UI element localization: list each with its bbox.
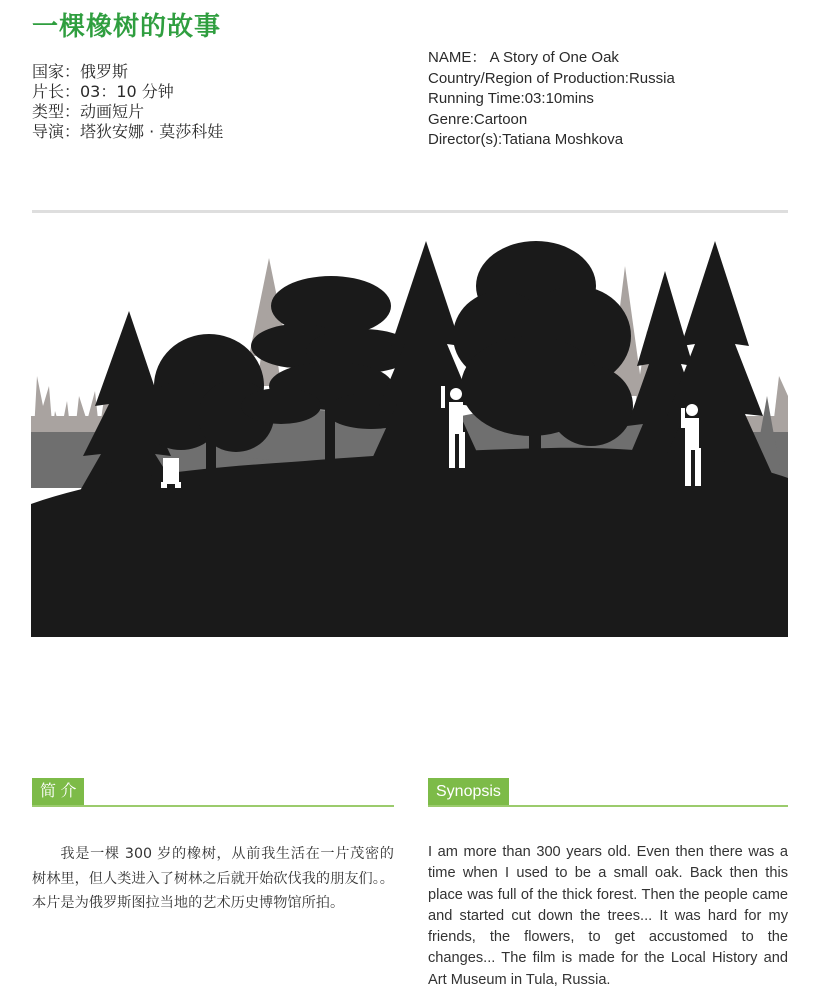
info-name-en: NAME： A Story of One Oak — [428, 49, 619, 66]
forest-illustration — [31, 236, 788, 637]
header-divider — [32, 210, 788, 213]
info-country-en: Country/Region of Production:Russia — [428, 69, 675, 87]
info-english — [428, 48, 675, 151]
synopsis-cn-header — [32, 778, 394, 808]
info-genre-en: Genre:Cartoon — [428, 110, 528, 128]
synopsis-en-heading: Synopsis — [428, 778, 509, 806]
synopsis-en-rule — [428, 805, 788, 807]
info-director-en: Director(s):Tatiana Moshkova — [428, 131, 624, 148]
synopsis-cn-rule — [32, 805, 394, 807]
info-genre-cn: 类型：动画短片 — [32, 102, 145, 121]
synopsis-en-header — [428, 778, 788, 808]
info-running-time-en: Running Time:03:10mins — [428, 90, 594, 107]
synopsis-cn-body: 我是一棵 300 岁的橡树，从前我生活在一片茂密的树林里，但人类进入了树林之后就开始砍伐我的朋友们。。本片是为俄罗斯图拉当地的艺术历史博物馆所拍。 — [32, 846, 394, 911]
info-director-cn: 导演：塔狄安娜 · 莫莎科娃 — [32, 122, 224, 141]
info-running-time-cn: 片长：03：10 分钟 — [32, 82, 174, 101]
synopsis-en-body: I am more than 300 years old. Even then there was a time when I used to be a small oak. Back then this place was full of the thick forest. Then the people came and started cut down the trees... It was hard for my friends, the flowers, to get accustomed to the changes... The film is made for the Local History and Art Museum in Tula, Russia. — [428, 844, 788, 988]
film-title: 一棵橡树的故事 — [32, 12, 222, 42]
lumberjack-left — [161, 458, 181, 488]
foreground-trees — [31, 241, 788, 637]
info-country-cn: 国家：俄罗斯 — [32, 62, 129, 81]
info-chinese — [32, 62, 223, 142]
synopsis-cn-heading: 简 介 — [32, 778, 84, 806]
